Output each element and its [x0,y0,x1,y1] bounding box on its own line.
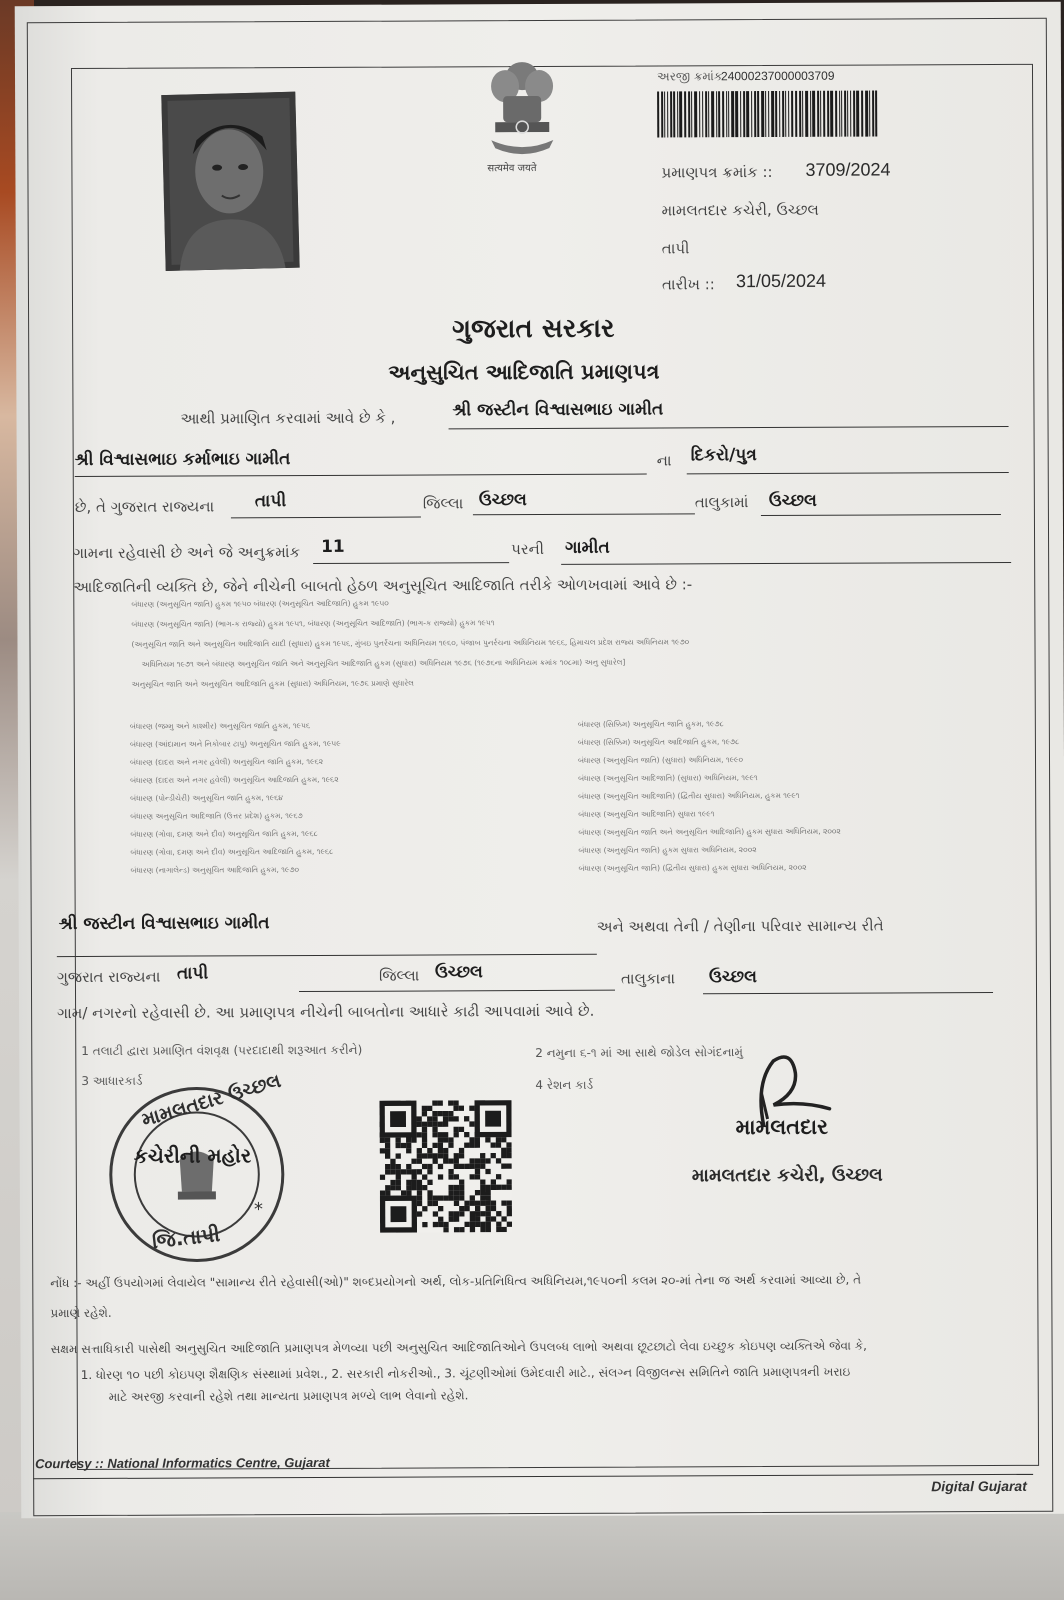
barcode-bar [664,91,665,137]
application-number: 24000237000003709 [720,68,835,84]
note-text: સક્ષમ સત્તાધિકારી પાસેથી અનુસુચિત આદિજાતિ પ્રમાણપત્ર મેળવ્યા પછી અનુસુચિત આદિજાતિઓને ઉપલબ્ધ લાભો અથવા છૂટછાટો લેવા ઇચ્છુક કોઇપણ વ્યક્તિએ જેવા કે, [50,1338,868,1357]
stamp-center-text: કચેરીની મહોર [133,1143,252,1168]
barcode-bar [711,91,714,137]
basis-text: ગામ/ નગરનો રહેવાસી છે. આ પ્રમાણપત્ર નીચેની બાબતોના આધારે કાઢી આપવામાં આવે છે. [57,1001,595,1023]
barcode-bar [740,91,741,137]
jilla-label: જિલ્લા [422,494,464,513]
barcode-bar [785,91,786,137]
barcode-bar [751,91,752,137]
barcode-bar [850,91,851,137]
barcode-bar [726,91,727,137]
barcode-bar [830,91,833,137]
svg-text:*: * [253,1199,264,1221]
barcode-bar [839,91,840,137]
barcode-bar [856,91,859,137]
father-name: શ્રી વિશ્વાસભાઇ કર્માભાઇ ગામીત [74,449,291,471]
barcode-bar [757,91,759,137]
taluka-label: તાલુકામાં [694,493,749,512]
barcode-bar [688,91,690,137]
barcode-bar [835,91,837,137]
barcode-bar [865,91,868,137]
barcode-bar [728,91,729,137]
certificate-number-label: પ્રમાણપત્ર ક્રમાંક :: [661,162,773,182]
na-label: ના [656,451,672,470]
fine-print-line: અનુસૂચિત જાતિ અને અનુસૂચિત આદિજાતિ હુકમ (સુધારા) અધિનિયમ, ૧૯૭૬ પ્રમાણે સુધારેલ [131,678,414,689]
residence-state-label: ગુજરાત રાજ્યના [56,967,161,987]
village-label: ગામના રહેવાસી છે અને જે અનુક્રમાંક [73,543,301,563]
barcode-bar [827,91,829,137]
date-label: તારીખ :: [661,275,715,294]
barcode-bar [705,91,707,137]
barcode-bar [677,91,678,137]
note-text: નોંધ :- અહીં ઉપયોગમાં લેવાયેલ "સામાન્ય રીતે રહેવાસી(ઓ)" શબ્દપ્રયોગનો અર્થ, લોક-પ્રતિનિધિત્વ અધિનિયમ,૧૯૫૦ની કલમ ૨૦-માં તેના જ અર્થ કરવામાં આવ્યા છે, તે [50,1272,862,1291]
left-col-line: બંધારણ (પોન્ડીચેરી) અનુસૂચિત જાતિ હુકમ, ૧૯૬૪ [130,793,283,803]
barcode-bar [844,91,846,137]
barcode-bar [743,91,745,137]
background-bottom [0,1512,1064,1600]
relation: દિકરો/પુત્ર [690,445,757,466]
barcode-bar [657,91,659,137]
left-col-line: બંધારણ (જમ્મુ અને કાશ્મીર) અનુસૂચિત જાતિ હુકમ, ૧૯૫૬ [129,721,311,731]
barcode-bar [869,91,870,137]
certificate-title: અનુસુચિત આદિજાતિ પ્રમાણપત્ર [388,359,660,385]
barcode [657,91,879,138]
barcode-bar [821,91,822,137]
digital-gujarat-brand: Digital Gujarat [931,1477,1027,1495]
barcode-bar [667,91,668,137]
document-item: 2 નમુના ૬-૧ માં આ સાથે જોડેલ સોગંદનામું [535,1045,743,1061]
barcode-bar [823,91,825,137]
par-label: પરની [511,539,545,559]
taluka-value: ઉચ્છલ [768,490,817,512]
left-col-line: બંધારણ (ગોવા, દમણ અને દીવ) અનુસૂચિત આદિજાતિ હુકમ, ૧૯૬૮ [130,846,334,857]
document-item: 3 આધારકાર્ડ [81,1073,143,1089]
residence-jilla-label: જિલ્લા [378,966,420,985]
barcode-bar [684,91,686,137]
fine-print-line: બંધારણ (અનુસૂચિત જાતિ) હુકમ ૧૯૫૦ બંધારણ (અનુસૂચિત આદિજાતિ) હુકમ ૧૯૫૦ [131,598,389,609]
fine-print-line: (અનુસૂચિત જાતિ અને અનુસૂચિત આદિજાતિ યાદી (સુધારા) હુકમ ૧૯૫૬, મુંબઇ પુનર્રચના અધિનિયમ ૧૯૬૦, પંજાબ પુનર્રચના અધિનિયમ ૧૯૬૬, હિમાચલ પ્રદેશ રાજ્ય અધિનિયમ ૧૯૭૦ [131,637,690,649]
document-item: 1 તલાટી દ્વારા પ્રમાણિત વંશવૃક્ષ (પરદાદાથી શરૂઆત કરીને) [81,1042,363,1059]
left-col-line: બંધારણ (ગોવા, દમણ અને દીવ) અનુસૂચિત જાતિ હુકમ, ૧૯૬૮ [130,828,318,839]
barcode-bar [779,91,780,137]
barcode-bar [775,91,777,137]
right-col-line: બંધારણ (અનુસૂચિત આદિજાતિ) સુધારા ૧૯૯૧ [578,809,715,819]
tribe-name: ગામીત [565,537,610,558]
residence-jilla-value: ઉચ્છલ [434,962,483,983]
right-col-line: બંધારણ (અનુસૂચિત આદિજાતિ) (દ્વિતીય સુધારા) અધિનિયમ, હુકમ ૧૯૯૧ [578,790,800,801]
emblem-motto: सत्यमेव जयते [487,163,537,175]
right-col-line: બંધારણ (અનુસૂચિત જાતિ અને અનુસૂચિત આદિજાતિ) હુકમ સુધારા અધિનિયમ, ૨૦૦૨ [578,826,841,837]
residence-taluka-value: ઉચ્છલ [708,967,757,988]
barcode-bar [841,91,842,137]
right-col-line: બંધારણ (અનુસૂચિત જાતિ) (સુધારા) અધિનિયમ, ૧૯૯૦ [577,755,744,765]
barcode-bar [791,91,794,137]
barcode-bar [861,91,863,137]
right-col-line: બંધારણ (સિક્કિમ) અનુસૂચિત આદિજાતિ હુકમ, ૧૯૭૮ [577,737,740,747]
family-text: અને અથવા તેની / તેણીના પરિવાર સામાન્ય રીતે [596,916,884,936]
note-text: પ્રમાણે રહેશે. [50,1305,112,1321]
issuing-district: તાપી [661,239,690,258]
residence-holder-name: શ્રી જસ્ટીન વિશ્વાસભાઇ ગામીત [58,913,270,935]
barcode-bar [799,91,801,137]
stamp-bottom-text: જિ.તાપી [150,1221,222,1254]
applicant-photo [161,92,299,271]
barcode-bar [876,91,878,137]
barcode-bar [680,91,683,137]
signatory-designation: મામલતદાર [735,1114,828,1140]
left-col-line: બંધારણ (દાદરા અને નગર હવેલી) અનુસૂચિત આદિજાતિ હુકમ, ૧૯૬૨ [130,774,339,785]
barcode-bar [670,91,672,137]
state-emblem-icon [477,56,568,176]
barcode-bar [736,91,739,137]
barcode-bar [716,91,717,137]
issue-date: 31/05/2024 [735,270,827,292]
barcode-bar [731,91,734,137]
barcode-bar [812,91,815,137]
residence-district-value: તાપી [176,963,209,984]
jilla-value: ઉચ્છલ [478,490,527,511]
recognised-text: આદિજાતિની વ્યક્તિ છે, જેને નીચેની બાબતો હેઠળ અનુસૂચિત આદિજાતિ તરીકે ઓળખવામાં આવે છે :- [73,575,693,597]
barcode-bar [765,91,766,137]
barcode-bar [802,91,803,137]
barcode-bar [872,91,874,137]
issuing-office: મામલતદાર કચેરી, ઉચ્છલ [661,200,819,220]
barcode-bar [746,91,749,137]
state-label: છે, તે ગુજરાત રાજ્યના [74,497,215,517]
certify-label: આથી પ્રમાણિત કરવામાં આવે છે કે , [180,408,396,428]
barcode-bar [718,91,720,137]
barcode-bar [768,91,769,137]
barcode-bar [694,91,697,137]
holder-name: શ્રી જસ્ટીન વિશ્વાસભાઇ ગામીત [452,399,664,421]
serial-number: 11 [321,536,345,557]
district-value: તાપી [254,491,287,512]
note-text: 1. ધોરણ ૧૦ પછી કોઇપણ શૈક્ષણિક સંસ્થામાં પ્રવેશ., 2. સરકારી નોકરીઓ., 3. ચૂંટણીઓમાં ઉમેદવારી માટે., સંલગ્ન વિજીલન્સ સમિતિને જાતિ પ્રમાણપત્રની ખરાઇ [80,1364,851,1383]
barcode-bar [699,91,701,137]
residence-taluka-label: તાલુકાના [620,969,676,988]
left-col-line: બંધારણ (આંદામાન અને નિકોબાર ટાપુ) અનુસૂચિત જાતિ હુકમ, ૧૯૫૯ [129,738,341,749]
barcode-bar [722,91,724,137]
barcode-bar [709,91,710,137]
signatory-office: મામલતદાર કચેરી, ઉચ્છલ [691,1164,883,1187]
stamp-ring-text: મામલતદાર ઉચ્છલ [139,1069,284,1132]
certificate-paper [15,2,1064,1519]
barcode-bar [795,91,797,137]
barcode-bar [661,91,663,137]
barcode-bar [754,91,756,137]
qr-code [379,1100,512,1233]
barcode-bar [771,91,774,137]
barcode-bar [702,91,703,137]
barcode-bar [805,91,808,137]
barcode-bar [810,91,811,137]
fine-print-line: બંધારણ (અનુસૂચિત જાતિ) (ભાગ-ક રાજ્યો) હુકમ ૧૯૫૧, બંધારણ (અનુસૂચિત આદિજાતિ) (ભાગ-ક રાજ્યો) હુકમ ૧૯૫૧ [131,618,495,629]
barcode-bar [761,91,764,137]
barcode-bar [673,91,675,137]
barcode-bar [848,91,849,137]
note-text: માટે અરજી કરવાની રહેશે તથા માન્યતા પ્રમાણપત્ર મળ્યે લાભ લેવાનો રહેશે. [108,1388,469,1404]
certificate-number: 3709/2024 [805,159,891,180]
right-col-line: બંધારણ (અનુસૂચિત જાતિ) (દ્વિતીય સુધારા) હુકમ સુધારા અધિનિયમ, ૨૦૦૨ [578,862,807,873]
right-col-line: બંધારણ (અનુસૂચિત આદિજાતિ) (સુધારા) અધિનિયમ, ૧૯૯૧ [578,773,758,783]
left-col-line: બંધારણ (નાગાલેન્ડ) અનુસૂચિત આદિજાતિ હુકમ, ૧૯૭૦ [130,865,300,875]
barcode-bar [782,91,784,137]
application-number-label: અરજી ક્રમાંક [656,69,723,84]
left-col-line: બંધારણ (દાદરા અને નગર હવેલી) અનુસૂચિત જાતિ હુકમ, ૧૯૬૨ [129,756,324,767]
fine-print-line: અધિનિયમ ૧૯૭૧ અને બંધારણ અનુસૂચિત જાતિ અને અનુસૂચિત આદિજાતિ હુકમ (સુધારા) અધિનિયમ ૧૯૭૬ (૧૯૭૬ના અધિનિયમ ક્રમાંક ૧૦૮મા) અનુ સુધારેલ] [141,657,626,669]
left-col-line: બંધારણ અનુસૂચિત આદિજાતિ (ઉત્તર પ્રદેશ) હુકમ, ૧૯૬૭ [130,811,303,821]
barcode-bar [817,91,819,137]
right-col-line: બંધારણ (સિક્કિમ) અનુસૂચિત જાતિ હુકમ, ૧૯૭૮ [577,719,724,729]
document-item: 4 રેશન કાર્ડ [535,1077,594,1093]
government-title: ગુજરાત સરકાર [452,313,615,345]
barcode-bar [853,91,855,137]
right-col-line: બંધારણ (અનુસૂચિત જાતિ) હુકમ સુધારા અધિનિયમ, ૨૦૦૨ [578,845,757,855]
barcode-bar [691,91,692,137]
courtesy-text: Courtesy :: National Informatics Centre, Gujarat [35,1454,330,1472]
barcode-bar [788,91,789,137]
